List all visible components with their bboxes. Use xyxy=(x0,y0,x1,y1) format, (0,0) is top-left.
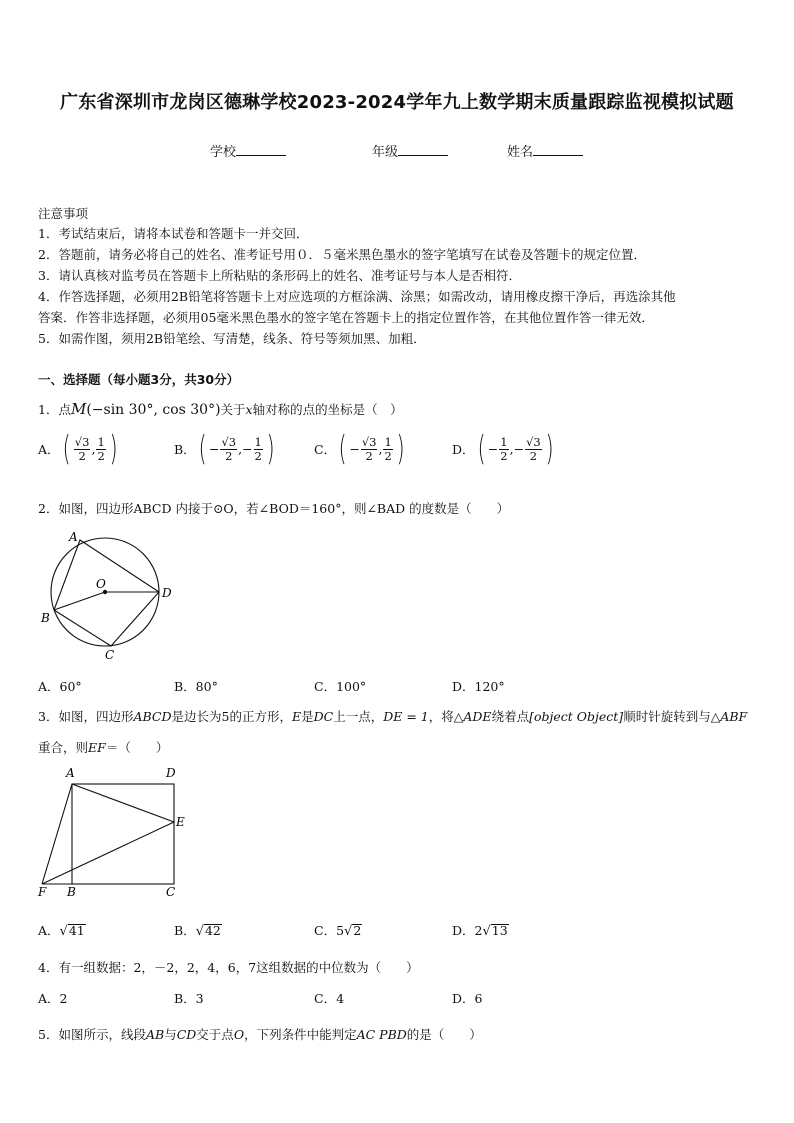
section-heading: 一、选择题（每小题3分，共30分） xyxy=(38,372,240,387)
q3-label-a: A xyxy=(66,766,75,780)
q3-option-b[interactable]: B．√42 xyxy=(174,923,221,939)
page-title: 广东省深圳市龙岗区德琳学校2023-2024学年九上数学期末质量跟踪监视模拟试题 xyxy=(60,92,734,113)
q2-option-d[interactable]: D．120° xyxy=(452,679,505,694)
question-3-stem-line2: 重合，则EF＝（ ） xyxy=(38,740,169,755)
q1-option-b[interactable]: B．( − $\frac{√3}{2}$ ,− $\frac{1}{2}$ ) xyxy=(174,429,275,469)
q4-option-a[interactable]: A．2 xyxy=(38,991,68,1006)
q2-label-c: C xyxy=(105,648,115,662)
q3-label-e: E xyxy=(176,815,185,829)
notice-item: 5．如需作图，须用2B铅笔绘、写清楚，线条、符号等须加黑、加粗． xyxy=(38,331,426,346)
notice-item: 答案．作答非选择题，必须用05毫米黑色墨水的签字笔在答题卡上的指定位置作答，在其他位置作答一律无效． xyxy=(38,310,654,325)
q3-option-d[interactable]: D．2√13 xyxy=(452,923,508,939)
q3-square-figure xyxy=(34,762,194,900)
notice-item: 1．考试结束后，请将本试卷和答题卡一并交回． xyxy=(38,226,309,241)
q2-option-c[interactable]: C．100° xyxy=(314,679,367,694)
question-5-stem: 5．如图所示，线段AB与CD交于点O，下列条件中能判定AC PBD的是（ ） xyxy=(38,1027,482,1042)
q4-option-c[interactable]: C．4 xyxy=(314,991,345,1006)
q1-option-a[interactable]: A．( $\frac{√3}{2}$ , $\frac{1}{2}$ ) xyxy=(38,429,118,469)
name-field[interactable] xyxy=(507,141,583,160)
q2-option-a[interactable]: A．60° xyxy=(38,679,82,694)
notice-heading: 注意事项 xyxy=(38,206,89,221)
q3-label-d: D xyxy=(166,766,176,780)
q1-option-c[interactable]: C．( − $\frac{√3}{2}$ , $\frac{1}{2}$ ) xyxy=(314,429,405,469)
name-label: 姓名 xyxy=(507,145,534,160)
grade-blank[interactable] xyxy=(398,143,448,156)
q3-option-a[interactable]: A．√41 xyxy=(38,923,85,939)
q2-label-a: A xyxy=(69,530,78,544)
q2-circle-figure xyxy=(36,528,186,664)
q3-label-b: B xyxy=(67,885,76,899)
school-label: 学校 xyxy=(210,145,237,160)
question-2-stem: 2．如图，四边形ABCD 内接于⊙O，若∠BOD＝160°，则∠BAD 的度数是（ ） xyxy=(38,501,510,516)
q3-label-c: C xyxy=(166,885,176,899)
q2-label-o: O xyxy=(96,577,106,591)
question-4-stem: 4．有一组数据：2，－2，2，4，6，7这组数据的中位数为（ ） xyxy=(38,960,419,975)
q3-label-f: F xyxy=(38,885,47,899)
question-3-stem-line1: 3．如图，四边形ABCD是边长为5的正方形，E是DC上一点，DE = 1，将△ADE绕着点[object Object]顺时针旋转到与△ABF xyxy=(38,709,748,724)
notice-item: 3．请认真核对监考员在答题卡上所粘贴的条形码上的姓名、准考证号与本人是否相符． xyxy=(38,268,521,283)
q2-label-d: D xyxy=(162,586,172,600)
school-blank[interactable] xyxy=(236,143,286,156)
question-1-stem: 1．点M(−sin 30°, cos 30°)关于x轴对称的点的坐标是（ ） xyxy=(38,400,403,418)
q1-option-d[interactable]: D．( − $\frac{1}{2}$ ,− $\frac{√3}{2}$ ) xyxy=(452,429,554,469)
notice-item: 2．答题前，请务必将自己的姓名、准考证号用０．５毫米黑色墨水的签字笔填写在试卷及答题卡的规定位置． xyxy=(38,247,646,262)
q2-option-b[interactable]: B．80° xyxy=(174,679,218,694)
notice-item: 4．作答选择题，必须用2B铅笔将答题卡上对应选项的方框涂满、涂黑；如需改动，请用橡皮擦干净后，再选涂其他 xyxy=(38,289,676,304)
school-field[interactable] xyxy=(210,141,286,160)
q3-option-c[interactable]: C．5√2 xyxy=(314,923,362,939)
q2-label-b: B xyxy=(41,611,50,625)
grade-field[interactable] xyxy=(372,141,448,160)
name-blank[interactable] xyxy=(533,143,583,156)
grade-label: 年级 xyxy=(372,145,399,160)
q4-option-b[interactable]: B．3 xyxy=(174,991,204,1006)
q4-option-d[interactable]: D．6 xyxy=(452,991,483,1006)
